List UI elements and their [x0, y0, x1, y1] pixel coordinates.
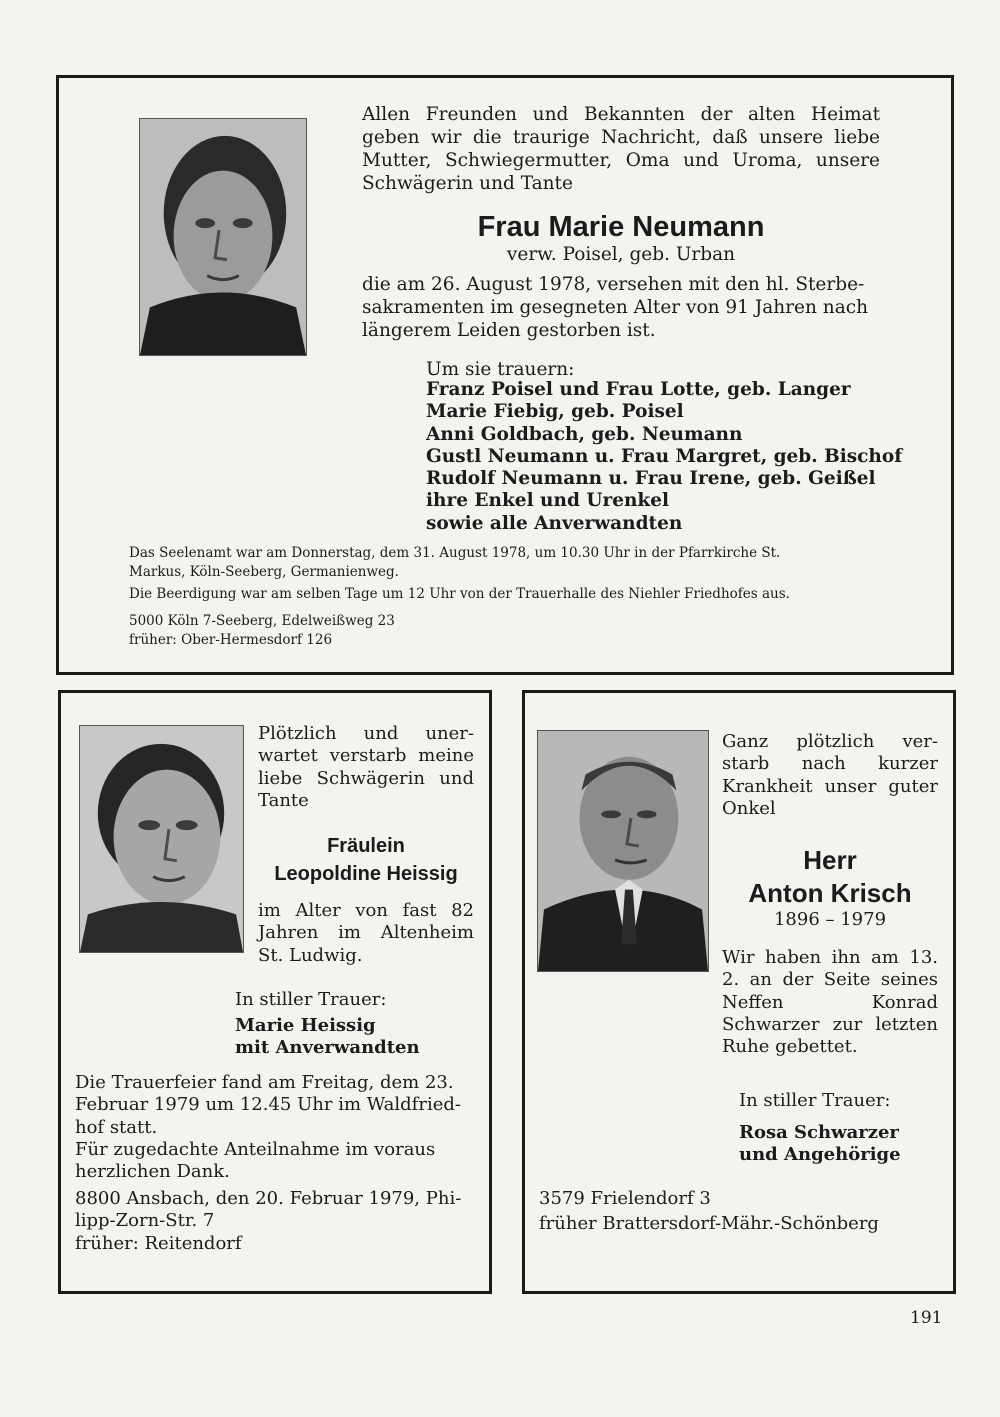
obituary-marie-neumann — [56, 75, 954, 675]
funeral-line: hof statt. — [75, 1116, 158, 1138]
mourner: Rosa Schwarzer — [739, 1122, 899, 1143]
intro-line: Onkel — [722, 797, 776, 819]
mourners-list — [426, 379, 902, 535]
deceased-subtitle: verw. Poisel, geb. Urban — [506, 244, 736, 265]
portrait-photo-marie-neumann — [139, 118, 307, 356]
mourners-list — [235, 1015, 420, 1060]
burial-line: Schwarzer zur letzten — [722, 1013, 938, 1035]
mourner: Marie Fiebig, geb. Poisel — [426, 401, 684, 423]
address-line: 8800 Ansbach, den 20. Februar 1979, Phi- — [75, 1188, 462, 1209]
mourner: und Angehörige — [739, 1144, 901, 1166]
mourner: Anni Goldbach, geb. Neumann — [426, 423, 743, 445]
funeral-line: Februar 1979 um 12.45 Uhr im Waldfried- — [75, 1094, 461, 1116]
mourner: mit Anverwandten — [235, 1037, 420, 1059]
intro-line: Mutter, Schwiegermutter, Oma und Uroma, unsere — [362, 150, 880, 171]
address-line: früher: Ober-Hermesdorf 126 — [129, 632, 333, 648]
address-line: früher Brattersdorf-Mähr.-Schönberg — [539, 1213, 879, 1235]
life-years: 1896 – 1979 — [773, 909, 887, 930]
burial-line: 2. an der Seite seines — [722, 969, 938, 991]
mourner: Marie Heissig — [235, 1015, 376, 1036]
burial-line: Wir haben ihn am 13. — [722, 947, 938, 968]
service-text — [129, 544, 780, 582]
mourn-label: Um sie trauern: — [426, 359, 575, 380]
mourner: Rudolf Neumann u. Frau Irene, geb. Geißel — [426, 468, 876, 490]
age-line: St. Ludwig. — [258, 944, 363, 966]
burial-text: Die Beerdigung war am selben Tage um 12 Uhr von der Trauerhalle des Niehler Friedhofes aus. — [129, 586, 790, 602]
deceased-title: Herr — [803, 845, 857, 875]
funeral-line: Die Trauerfeier fand am Freitag, dem 23. — [75, 1072, 454, 1093]
death-line: die am 26. August 1978, versehen mit den hl. Sterbe- — [362, 274, 865, 295]
death-line: längerem Leiden gestorben ist. — [362, 320, 656, 341]
mourner: Gustl Neumann u. Frau Margret, geb. Bischof — [426, 445, 903, 467]
address-line: lipp-Zorn-Str. 7 — [75, 1210, 215, 1232]
address-text — [539, 1188, 879, 1236]
intro-line: Plötzlich und uner- — [258, 723, 474, 744]
burial-line: Neffen Konrad — [722, 991, 938, 1013]
thanks-line: herzlichen Dank. — [75, 1161, 230, 1183]
obituary-leopoldine-heissig — [58, 690, 492, 1294]
deceased-name: Frau Marie Neumann — [477, 211, 765, 243]
intro-line: Schwägerin und Tante — [362, 173, 573, 194]
intro-line: Ganz plötzlich ver- — [722, 731, 938, 752]
deceased-name: Anton Krisch — [748, 878, 912, 908]
obituary-anton-krisch — [522, 690, 956, 1294]
portrait-photo-leopoldine-heissig — [79, 725, 244, 953]
intro-text — [722, 731, 938, 820]
address-text — [75, 1188, 461, 1255]
deceased-title: Fräulein — [327, 835, 405, 857]
intro-line: geben wir die traurige Nachricht, daß unsere liebe — [362, 127, 880, 148]
intro-line: liebe Schwägerin und — [258, 767, 474, 789]
deceased-name: Leopoldine Heissig — [274, 863, 458, 885]
mourners-list — [739, 1122, 901, 1167]
address-line: früher: Reitendorf — [75, 1232, 242, 1254]
death-line: sakramenten im gesegneten Alter von 91 Jahren nach — [362, 297, 869, 318]
address-text — [129, 612, 395, 650]
address-line: 5000 Köln 7-Seeberg, Edelweißweg 23 — [129, 613, 395, 629]
service-line: Markus, Köln-Seeberg, Germanienweg. — [129, 564, 399, 580]
intro-line: starb nach kurzer — [722, 753, 938, 775]
mourn-label: In stiller Trauer: — [235, 989, 387, 1010]
thanks-line: Für zugedachte Anteilnahme im voraus — [75, 1139, 436, 1160]
mourn-label: In stiller Trauer: — [739, 1090, 891, 1111]
intro-line: Krankheit unser guter — [722, 775, 938, 797]
mourner: sowie alle Anverwandten — [426, 512, 683, 534]
page-number: 191 — [910, 1308, 943, 1328]
age-text — [258, 900, 474, 967]
intro-line: Tante — [258, 789, 309, 811]
portrait-photo-anton-krisch — [537, 730, 709, 972]
service-line: Das Seelenamt war am Donnerstag, dem 31. August 1978, um 10.30 Uhr in der Pfarrkirche St. — [129, 545, 781, 561]
funeral-text — [75, 1072, 461, 1139]
intro-text — [362, 103, 880, 195]
mourner: ihre Enkel und Urenkel — [426, 490, 670, 512]
mourner: Franz Poisel und Frau Lotte, geb. Langer — [426, 379, 851, 400]
thanks-text — [75, 1139, 435, 1184]
address-line: 3579 Frielendorf 3 — [539, 1188, 711, 1209]
age-line: Jahren im Altenheim — [258, 922, 474, 944]
burial-line: Ruhe gebettet. — [722, 1036, 858, 1058]
intro-text — [258, 723, 474, 812]
age-line: im Alter von fast 82 — [258, 900, 474, 921]
death-text — [362, 273, 892, 342]
intro-line: Allen Freunden und Bekannten der alten Heimat — [362, 104, 880, 125]
intro-line: wartet verstarb meine — [258, 745, 474, 767]
burial-text — [722, 947, 938, 1058]
